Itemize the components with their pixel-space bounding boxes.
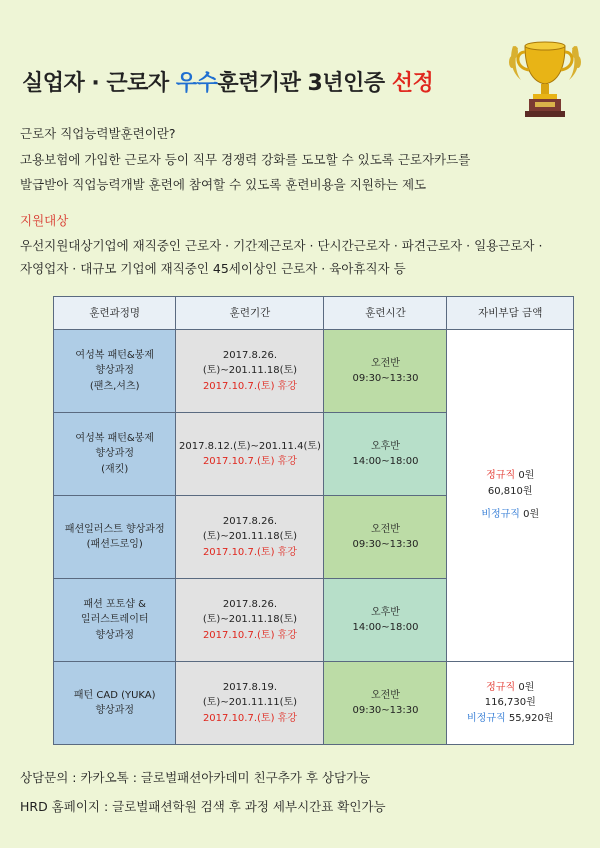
intro-description-1: 고용보험에 가입한 근로자 등이 직무 경쟁력 강화를 도모할 수 있도록 근로자카드를 [20,152,471,167]
period-text: 2017.8.26.(토)~201.11.18(토) [202,515,298,543]
header-time: 훈련시간 [324,297,447,330]
support-heading: 지원대상 [20,213,69,228]
table-row [54,330,574,413]
hours-text: 09:30~13:30 [352,373,419,384]
cost-cell-group-2 [447,662,574,745]
time-cell [324,496,447,579]
session-text: 오전반 [370,357,400,369]
cost-cell-group-1 [447,330,574,662]
hours-text: 14:00~18:00 [352,622,419,633]
session-text: 오전반 [370,689,400,701]
course-name-line: (팬츠,셔츠) [89,380,140,392]
time-cell [324,413,447,496]
regular-label: 정규직 [486,681,516,693]
intro-description-2: 발급받아 직업능력개발 훈련에 참여할 수 있도록 훈련비용을 지원하는 제도 [20,177,427,192]
hours-text: 09:30~13:30 [352,539,419,550]
header-course-name: 훈련과정명 [54,297,176,330]
trophy-icon [505,28,585,128]
cost-amount: 60,810원 [487,485,533,497]
course-name-line: 향상과정 [95,448,135,460]
hrd-homepage-info: HRD 홈페이지 : 글로벌패션학원 검색 후 과정 세부시간표 확인가능 [20,799,386,814]
course-name-line: (패션드로잉) [86,539,143,550]
irregular-value: 55,920원 [508,712,554,724]
course-table [53,296,574,745]
support-line-2: 자영업자 · 대규모 기업에 재직중인 45세이상인 근로자 · 육아휴직자 등 [20,261,406,276]
period-text: 2017.8.12.(토)~201.11.4(토) [179,440,321,452]
support-line-1: 우선지원대상기업에 재직중인 근로자 · 기간제근로자 · 단시간근로자 · 파견근로자 · 일용근로자 · [20,238,543,253]
course-name-line: (재킷) [101,463,129,475]
period-cell [176,662,324,745]
title-part-2: 우수 [175,71,218,96]
holiday-text: 2017.10.7.(토) 휴강 [202,456,297,467]
course-name-cell [54,496,176,579]
session-text: 오후반 [370,606,400,618]
period-cell [176,579,324,662]
regular-value: 0원 [518,681,535,693]
course-name-line: 향상과정 [95,629,135,641]
regular-label: 정규직 [486,470,516,482]
intro-question: 근로자 직업능력발훈련이란? [20,126,176,141]
hours-text: 14:00~18:00 [352,456,419,467]
holiday-text: 2017.10.7.(토) 휴강 [202,380,297,392]
session-text: 오후반 [370,440,400,452]
course-name-line: 여성복 패턴&봉제 [75,432,155,444]
table-row [54,662,574,745]
period-text: 2017.8.19.(토)~201.11.11(토) [202,681,298,709]
header-period: 훈련기간 [176,297,324,330]
course-name-cell [54,413,176,496]
course-name-line: 패션 포토샵 & [83,598,146,610]
course-name-line: 패션일러스트 향상과정 [64,523,165,535]
course-name-line: 여성복 패턴&봉제 [75,349,155,361]
holiday-text: 2017.10.7.(토) 휴강 [202,712,297,724]
hours-text: 09:30~13:30 [352,705,419,716]
header-cost: 자비부담 금액 [447,297,574,330]
period-cell [176,413,324,496]
irregular-label: 비정규직 [467,712,506,724]
period-cell [176,330,324,413]
table-header-row [54,297,574,330]
page-title [22,66,433,97]
course-name-cell [54,330,176,413]
session-text: 오전반 [370,523,400,535]
period-text: 2017.8.26.(토)~201.11.18(토) [202,349,298,377]
title-part-1: 실업자 · 근로자 [22,71,176,96]
irregular-label: 비정규직 [481,509,520,521]
holiday-text: 2017.10.7.(토) 휴강 [202,629,297,641]
course-name-line: 패턴 CAD (YUKA) [73,689,156,701]
contact-info: 상담문의 : 카카오톡 : 글로벌패션아카데미 친구추가 후 상담가능 [20,770,371,785]
course-name-line: 향상과정 [95,705,135,716]
course-name-line: 향상과정 [95,365,135,377]
period-cell [176,496,324,579]
time-cell [324,330,447,413]
course-name-cell [54,579,176,662]
holiday-text: 2017.10.7.(토) 휴강 [202,546,297,558]
title-part-3: 훈련기관 3년인증 [217,71,392,96]
regular-value: 0원 [518,470,535,482]
irregular-value: 0원 [523,509,540,521]
title-part-4: 선정 [391,71,434,96]
cost-amount: 116,730원 [484,697,536,709]
course-name-cell [54,662,176,745]
course-name-line: 일러스트레이터 [80,614,149,626]
period-text: 2017.8.26.(토)~201.11.18(토) [202,598,298,626]
time-cell [324,662,447,745]
time-cell [324,579,447,662]
